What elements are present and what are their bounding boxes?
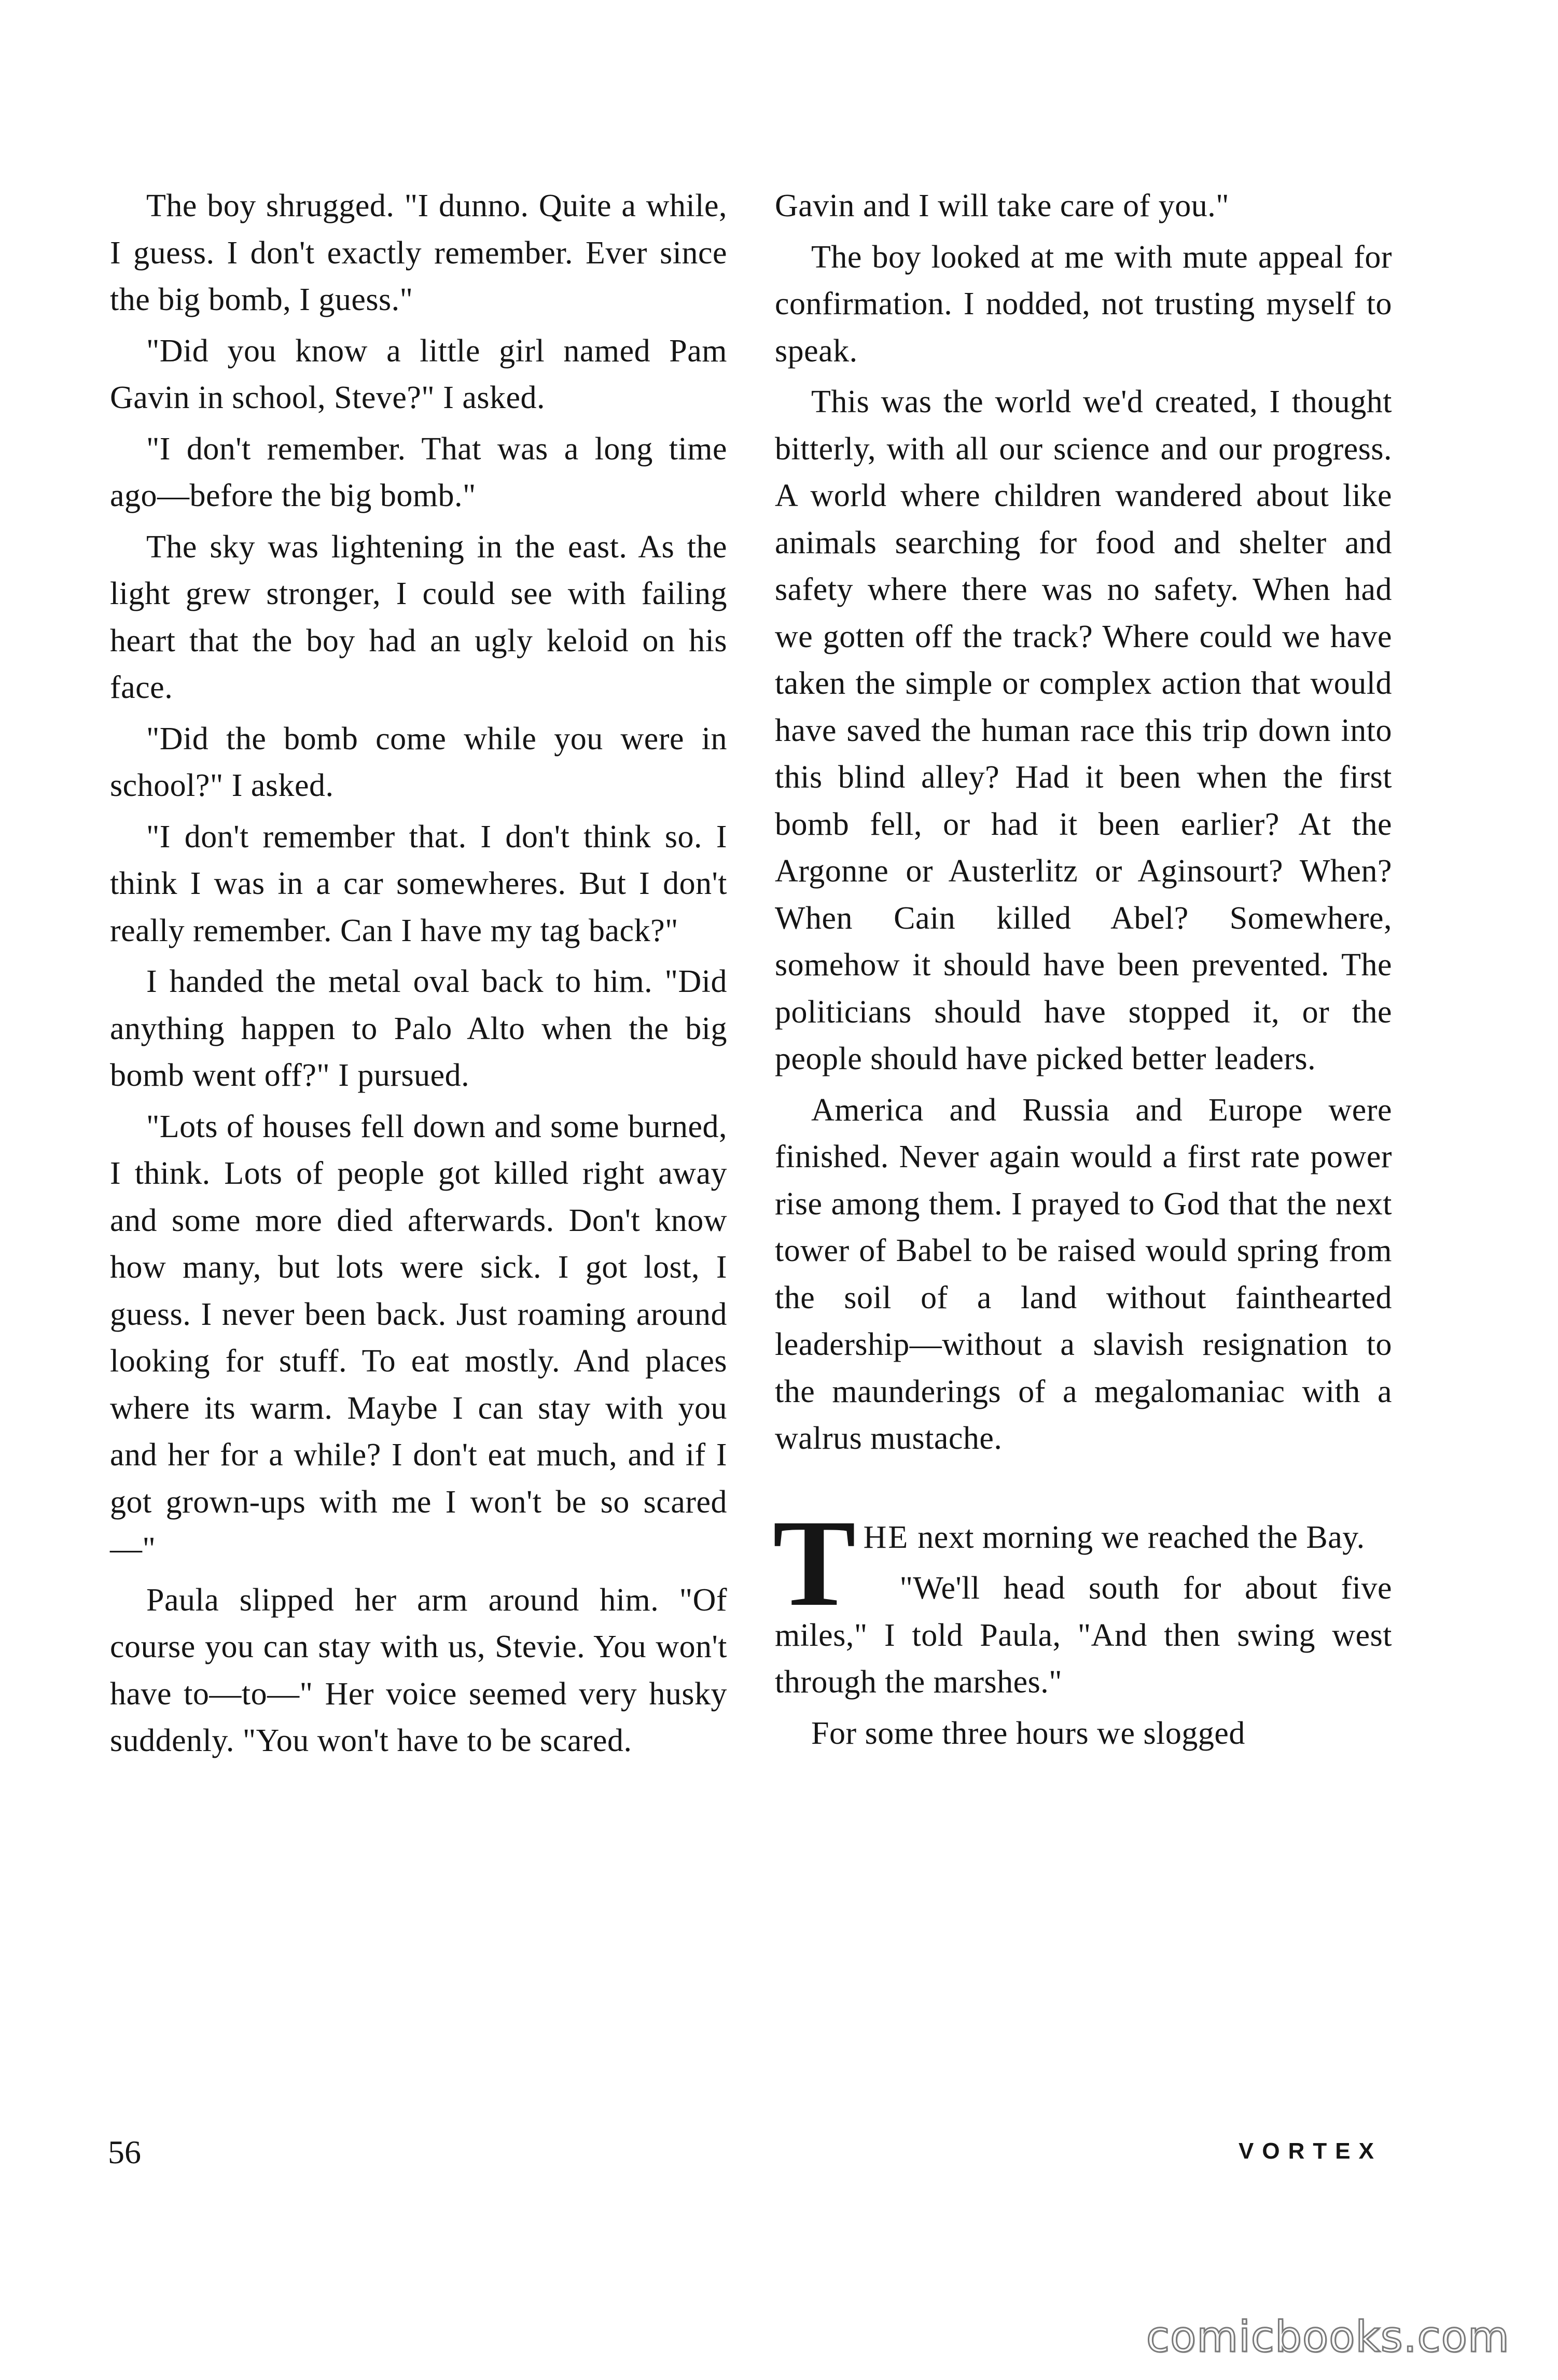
drop-cap-continuation: HE: [863, 1519, 910, 1555]
left-column: [110, 183, 727, 1769]
paragraph: For some three hours we slogged: [811, 1715, 1245, 1751]
section-opening-text: next morning we reached the Bay.: [909, 1519, 1365, 1555]
paragraph: The sky was lightening in the east. As the light grew stronger, I could see with failing heart that the boy had an ugly keloid on his face.: [110, 529, 727, 705]
paragraph: "Did the bomb come while you were in school?" I asked.: [110, 721, 727, 803]
magazine-name: VORTEX: [1239, 2138, 1382, 2164]
paragraph: I handed the metal oval back to him. "Did anything happen to Palo Alto when the big bomb went off?" I pursued.: [110, 964, 727, 1093]
paragraph: The boy looked at me with mute appeal for confirmation. I nodded, not trusting myself to speak.: [775, 239, 1392, 369]
paragraph: Paula slipped her arm around him. "Of course you can stay with us, Stevie. You won't have to—to—" Her voice seemed very husky suddenly. "You won't have to be scared.: [110, 1582, 727, 1758]
paragraph: This was the world we'd created, I thought bitterly, with all our science and our progress. A world where children wandered about like animals searching for food and shelter and safety where there was no safety. When had we gotten off the track? Where could we have taken the simple or complex action that would have saved the human race this trip down into this blind alley? Had it been when the first bomb fell, or had it been earlier? At the Argonne or Austerlitz or Aginsourt? When? When Cain killed Abel? Somewhere, somehow it should have been prevented. The politicians should have stopped it, or the people should have picked better leaders.: [775, 384, 1392, 1076]
paragraph: "Lots of houses fell down and some burned, I think. Lots of people got killed right away and some more died afterwards. Don't know how many, but lots were sick. I got lost, I guess. I never been back. Just roaming around looking for stuff. To eat mostly. And places where its warm. Maybe I can stay with you and her for a while? I don't eat much, and if I got grown-ups with me I won't be so scared—": [110, 1109, 727, 1566]
paragraph: The boy shrugged. "I dunno. Quite a while, I guess. I don't exactly remember. Ever since the big bomb, I guess.": [110, 188, 727, 317]
section-break: [775, 1466, 1392, 1514]
paragraph: "Did you know a little girl named Pam Gavin in school, Steve?" I asked.: [110, 333, 727, 415]
paragraph: "We'll head south for about five miles," I told Paula, "And then swing west through the marshes.": [775, 1571, 1392, 1700]
section-opening-paragraph: [773, 1493, 1392, 1632]
continued-paragraph: Gavin and I will take care of you.": [775, 188, 1230, 223]
drop-cap: T: [773, 1493, 856, 1632]
paragraph: "I don't remember. That was a long time ago—before the big bomb.": [110, 431, 727, 513]
paragraph: America and Russia and Europe were finished. Never again would a first rate power rise among them. I prayed to God that the next tower of Babel to be raised would spring from the soil of a land without fainthearted leadership—without a slavish resignation to the maunderings of a megalomaniac with a walrus mustache.: [775, 1092, 1392, 1456]
right-column: [775, 183, 1392, 1761]
watermark: comicbooks.com: [1146, 2313, 1510, 2362]
page-number: 56: [108, 2134, 141, 2171]
paragraph: "I don't remember that. I don't think so. I think I was in a car somewheres. But I don't really remember. Can I have my tag back?": [110, 819, 727, 948]
